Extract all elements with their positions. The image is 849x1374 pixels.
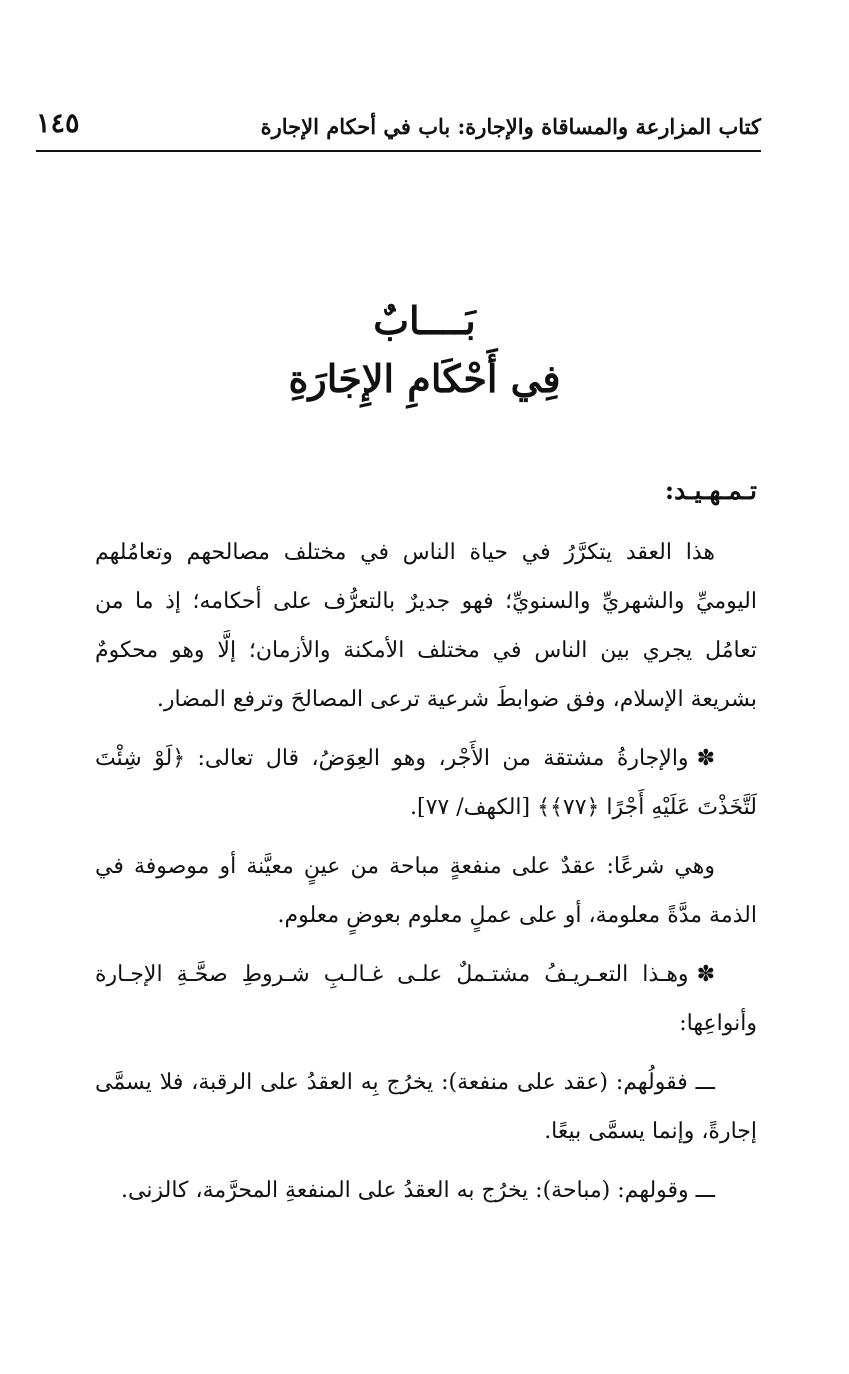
chapter-label: بَــــابٌ <box>373 298 476 343</box>
page-number: ١٤٥ <box>36 108 80 139</box>
star-marker-icon: ✽ <box>696 746 715 771</box>
paragraph-clause-manfaa: ـــ فقولُهم: (عقد على منفعة): يخرُج بِه العقدُ على الرقبة، فلا يسمَّى إجارةً، وإنما يسمَّى بيعًا. <box>95 1070 757 1144</box>
paragraph-clause-mubaha: ـــ وقولهم: (مباحة): يخرُج به العقدُ على المنفعةِ المحرَّمة، كالزنى. <box>121 1178 715 1203</box>
star-marker-icon: ✽ <box>696 962 715 987</box>
running-header <box>36 108 761 148</box>
paragraph-intro: هذا العقد يتكرَّرُ في حياة الناس في مختلف مصالحهم وتعامُلهم اليوميِّ والشهريِّ والسنويِّ؛ فهو جديرٌ بالتعرُّف على أحكامه؛ إذ ما من تعامُل يجري بين الناس في مختلف الأمكنة والأزمان؛ إلَّا وهو محكومٌ بشريعة الإسلام، وفق ضوابطَ شرعية ترعى المصالحَ وترفع المضار. <box>95 540 757 712</box>
paragraph-etymology <box>95 734 757 832</box>
header-divider <box>36 150 761 152</box>
paragraph-definition: وهي شرعًا: عقدٌ على منفعةٍ مباحة من عينٍ معيَّنة أو موصوفة في الذمة مدَّةً معلومة، أو على عملٍ معلوم بعوضٍ معلوم. <box>95 854 757 928</box>
paragraph-conditions <box>95 950 757 1048</box>
paragraph-etymology-text: والإجارةُ مشتقة من الأَجْر، وهو العِوَضُ، قال تعالى: ﴿لَوْ شِئْتَ لَتَّخَذْتَ عَلَيْهِ أَجْرًا ﴿٧٧﴾﴾ [الكهف/ ٧٧]. <box>95 746 757 820</box>
paragraph-conditions-text: وهـذا التعـريـفُ مشتـملٌ علـى غـالـبِ شـروطِ صحَّـةِ الإجـارة وأنواعِها: <box>95 962 757 1036</box>
chapter-title: فِي أَحْكَامِ الإِجَارَةِ <box>288 356 561 401</box>
body-text <box>95 528 757 1225</box>
section-heading: تـمـهـيـد: <box>664 476 757 505</box>
running-header-title: كتاب المزارعة والمساقاة والإجارة: باب في أحكام الإجارة <box>260 114 761 139</box>
